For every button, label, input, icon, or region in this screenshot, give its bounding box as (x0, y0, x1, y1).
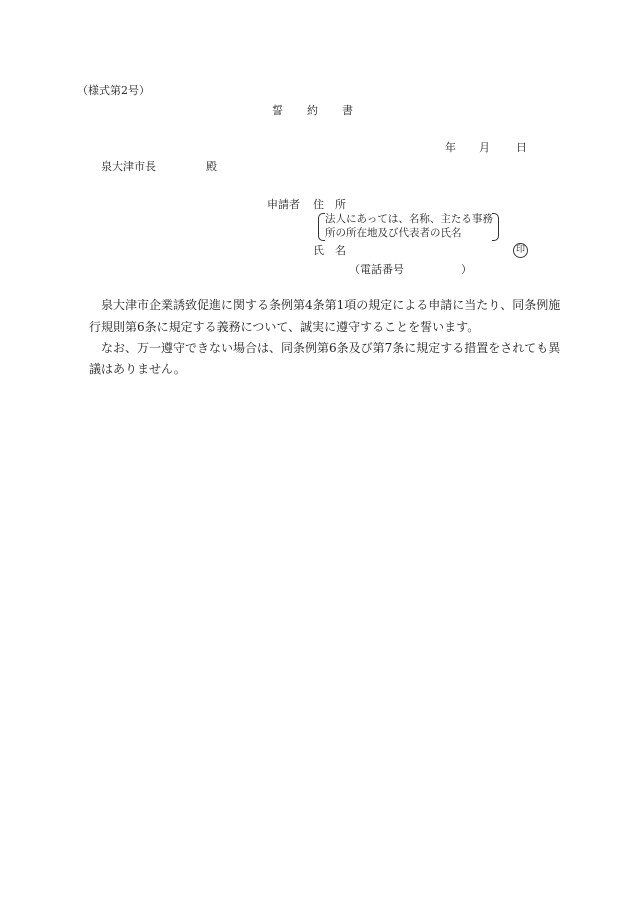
addressee-name: 泉大津市長 (101, 160, 156, 173)
paragraph-1-line-2: 行規則第6条に規定する義務について、誠実に遵守することを誓います。 (89, 320, 480, 334)
title-char-3: 書 (342, 104, 353, 117)
note-bracket-right (492, 213, 499, 241)
phone-label: （電話番号 (349, 263, 404, 276)
seal-mark: 印 (513, 243, 528, 258)
applicant-note-line1: 法人にあっては、名称、主たる事務 (325, 213, 493, 225)
paragraph-2-line-2: 議はありません。 (89, 362, 186, 376)
paragraph-2-line-1: なお、万一遵守できない場合は、同条例第6条及び第7条に規定する措置をされても異 (101, 341, 561, 355)
applicant-note-line2: 所の所在地及び代表者の氏名 (325, 227, 462, 239)
title-char-1: 誓 (272, 104, 283, 117)
applicant-label: 申請者 (267, 198, 300, 211)
form-number: （様式第2号） (77, 84, 150, 97)
addressee-honorific: 殿 (206, 160, 217, 173)
title-char-2: 約 (307, 104, 318, 117)
paragraph-1-line-1: 泉大津市企業誘致促進に関する条例第4条第1項の規定による申請に当たり、同条例施 (101, 298, 561, 312)
note-bracket-left (318, 213, 325, 241)
phone-close: ） (461, 263, 472, 276)
address-label: 住 所 (313, 198, 346, 211)
date-month: 月 (479, 141, 490, 154)
date-day: 日 (516, 141, 527, 154)
date-year: 年 (445, 141, 456, 154)
name-label: 氏 名 (313, 244, 346, 257)
